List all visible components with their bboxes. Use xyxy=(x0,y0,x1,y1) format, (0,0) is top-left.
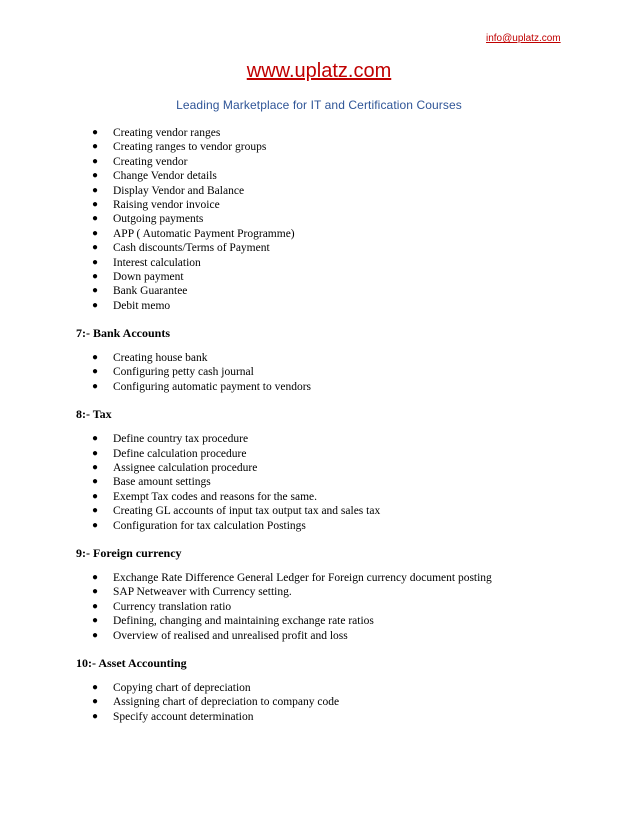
list-item: ● Raising vendor invoice xyxy=(92,198,220,211)
list-item: ● APP ( Automatic Payment Programme) xyxy=(92,227,295,240)
bullet-list-bank-accounts xyxy=(0,351,638,394)
section-heading-tax: 8:- Tax xyxy=(76,407,112,422)
list-item: ● Outgoing payments xyxy=(92,213,204,226)
bullet-list-asset-accounting xyxy=(0,681,638,724)
list-item: ● Creating vendor ranges xyxy=(92,127,221,139)
list-item: ● SAP Netweaver with Currency setting. xyxy=(92,586,292,599)
bullet-list-foreign-currency xyxy=(0,571,638,643)
document-body xyxy=(0,126,638,724)
bullet-icon: ● xyxy=(92,476,99,488)
list-item: ● Interest calculation xyxy=(92,256,201,269)
bullet-icon: ● xyxy=(92,127,99,138)
bullet-icon: ● xyxy=(92,433,99,445)
list-item: ● Define calculation procedure xyxy=(92,447,247,460)
list-item: ● Copying chart of depreciation xyxy=(92,681,251,694)
bullet-icon: ● xyxy=(92,184,99,196)
list-item: ● Exempt Tax codes and reasons for the same. xyxy=(92,490,318,503)
bullet-icon: ● xyxy=(92,462,99,474)
bullet-icon: ● xyxy=(92,571,99,583)
list-item: ● Creating ranges to vendor groups xyxy=(92,141,267,154)
list-item: ● Configuring petty cash journal xyxy=(92,366,254,379)
list-item: ● Configuring automatic payment to vendors xyxy=(92,380,312,393)
list-item: ● Change Vendor details xyxy=(92,170,217,183)
site-link[interactable]: www.uplatz.com xyxy=(246,60,392,82)
list-item: ● Exchange Rate Difference General Ledger for Foreign currency document posting xyxy=(92,571,492,584)
bullet-icon: ● xyxy=(92,256,99,268)
bullet-icon: ● xyxy=(92,380,99,392)
section-heading-bank-accounts: 7:- Bank Accounts xyxy=(76,326,171,341)
bullet-icon: ● xyxy=(92,299,99,311)
bullet-icon: ● xyxy=(92,227,99,239)
bullet-icon: ● xyxy=(92,141,99,153)
bullet-icon: ● xyxy=(92,505,99,517)
list-item: ● Creating vendor xyxy=(92,155,188,168)
list-item: ● Bank Guarantee xyxy=(92,285,188,298)
bullet-icon: ● xyxy=(92,366,99,378)
bullet-icon: ● xyxy=(92,586,99,598)
list-item: ● Assignee calculation procedure xyxy=(92,462,258,475)
list-item: ● Currency translation ratio xyxy=(92,600,232,613)
bullet-icon: ● xyxy=(92,710,99,722)
list-item: ● Creating house bank xyxy=(92,352,208,365)
bullet-icon: ● xyxy=(92,519,99,531)
bullet-list-tax xyxy=(0,432,638,533)
list-item: ● Overview of realised and unrealised profit and loss xyxy=(92,629,348,642)
bullet-icon: ● xyxy=(92,170,99,182)
list-item: ● Assigning chart of depreciation to company code xyxy=(92,696,340,709)
bullet-list-top xyxy=(0,126,638,313)
tagline: Leading Marketplace for IT and Certification Courses xyxy=(176,98,462,112)
list-item: ● Creating GL accounts of input tax output tax and sales tax xyxy=(92,505,381,518)
bullet-icon: ● xyxy=(92,447,99,459)
bullet-icon: ● xyxy=(92,352,99,364)
list-item: ● Specify account determination xyxy=(92,710,254,723)
bullet-icon: ● xyxy=(92,242,99,254)
email-link[interactable]: info@uplatz.com xyxy=(486,33,561,44)
bullet-icon: ● xyxy=(92,696,99,708)
bullet-icon: ● xyxy=(92,213,99,225)
bullet-icon: ● xyxy=(92,615,99,627)
list-item: ● Configuration for tax calculation Postings xyxy=(92,519,306,532)
bullet-icon: ● xyxy=(92,155,99,167)
bullet-icon: ● xyxy=(92,629,99,641)
bullet-icon: ● xyxy=(92,600,99,612)
list-item: ● Debit memo xyxy=(92,299,171,312)
list-item: ● Down payment xyxy=(92,270,184,283)
section-heading-foreign-currency: 9:- Foreign currency xyxy=(76,545,182,560)
list-item: ● Display Vendor and Balance xyxy=(92,184,245,197)
bullet-icon: ● xyxy=(92,490,99,502)
bullet-icon: ● xyxy=(92,285,99,297)
list-item: ● Cash discounts/Terms of Payment xyxy=(92,242,270,255)
list-item: ● Base amount settings xyxy=(92,476,211,489)
bullet-icon: ● xyxy=(92,270,99,282)
bullet-icon: ● xyxy=(92,681,99,693)
list-item: ● Defining, changing and maintaining exchange rate ratios xyxy=(92,615,374,628)
section-heading-asset-accounting: 10:- Asset Accounting xyxy=(76,655,187,670)
list-item: ● Define country tax procedure xyxy=(92,433,249,446)
bullet-icon: ● xyxy=(92,198,99,210)
